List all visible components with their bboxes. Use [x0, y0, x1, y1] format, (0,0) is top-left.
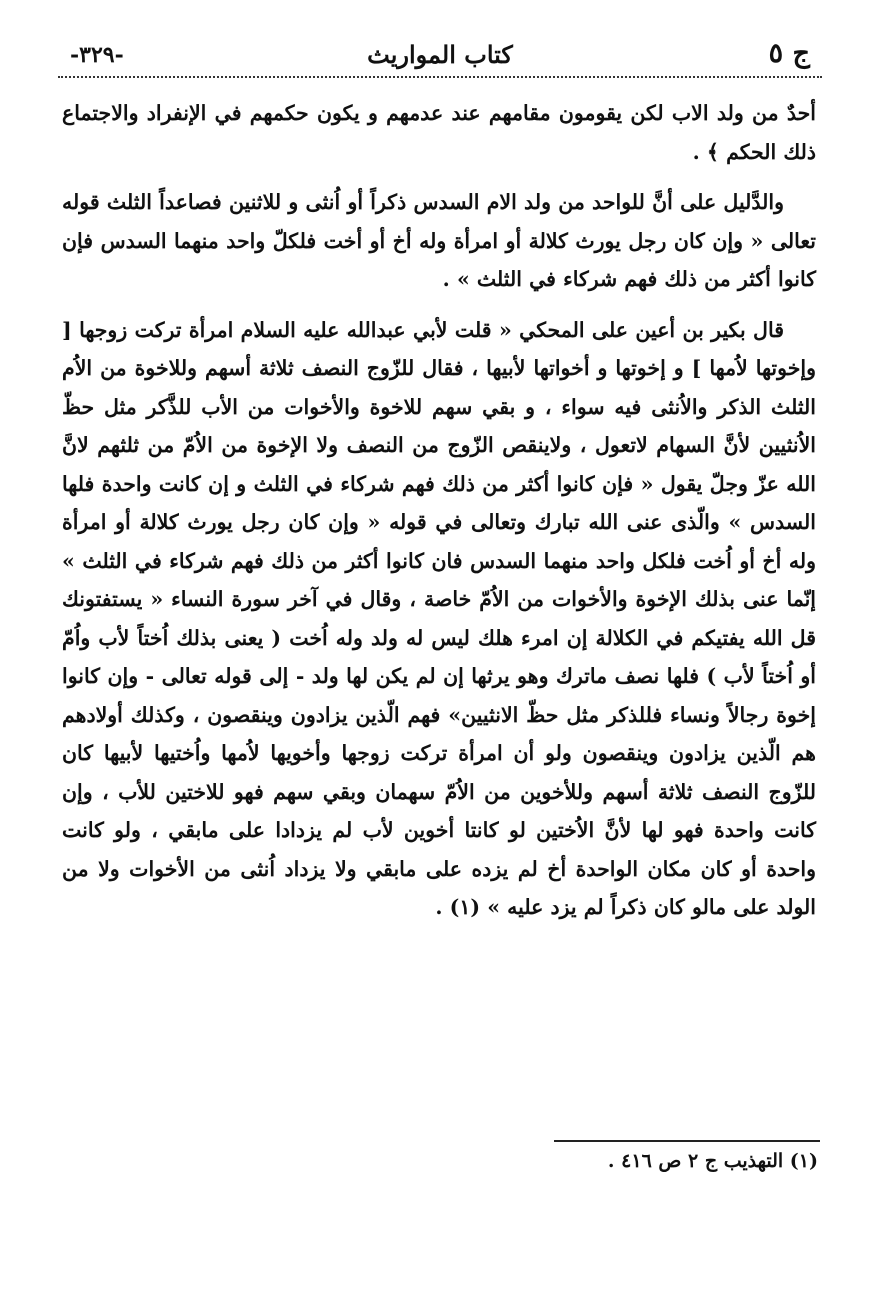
paragraph-evidence: والدَّليل على أنَّ للواحد من ولد الام السدس ذكراً أو اُنثى و للاثنين فصاعداً الثلث قوله تعالى « وإن كان رجل يورث كلالة أو امرأة وله أخ أو أخت فلكلّ واحد منهما السدس فإن كانوا أكثر من ذلك فهم شركاء في الثلث » . [62, 190, 816, 291]
paragraph-narration: قال بكير بن أعين على المحكي « قلت لأبي عبدالله عليه السلام امرأة تركت زوجها [ وإخوتها لاُمها ] و إخوتها و أخواتها لأبيها ، فقال للزّوج النصف ثلاثة أسهم وللاخوة من الاُم الثلث الذكر والاُنثى فيه سواء ، و بقي سهم للاخوة والأخوات من الأب للذَّكر مثل حظّ الاُنثيين لأنَّ السهام لاتعول ، ولاينقص الزّوج من النصف ولا الإخوة من الاُمّ من ثلثهم لانَّ الله عزّ وجلّ يقول « فإن كانوا أكثر من ذلك فهم شركاء في الثلث و إن كانت واحدة فلها السدس » والّذى عنى الله تبارك وتعالى في قوله « وإن كان رجل يورث كلالة أو امرأة وله أخ أو اُخت فلكل واحد منهما السدس فان كانوا أكثر من ذلك فهم شركاء في الثلث » إنّما عنى بذلك الإخوة والأخوات من الاُمّ خاصة ، وقال في آخر سورة النساء « يستفتونك قل الله يفتيكم في الكلالة إن امرء هلك ليس له ولد وله اُخت ( يعنى بذلك اُختاً لأب واُمّ أو اُختاً لأب ) فلها نصف ماترك وهو يرثها إن لم يكن لها ولد - إلى قوله تعالى - وإن كانوا إخوة رجالاً ونساء فللذكر مثل حظّ الانثيين» فهم الّذين يزادون وينقصون ، وكذلك أولادهم هم الّذين يزادون وينقصون ولو أن امرأة تركت زوجها وأخويها لاُمها واُختيها لأبيها كان للزّوج النصف ثلاثة أسهم وللأخوين من الاُمّ سهمان وبقي سهم فهو للاختين للأب ، وإن كانت واحدة فهو لها لأنَّ الاُختين لو كانتا أخوين لأب لم يزدادا على مابقي ، ولو كانت واحدة أو كان مكان الواحدة أخ لم يزده على مابقي ولا يزداد اُنثى من الأخوات ولا من الولد على مالو كان ذكراً لم يزد عليه » (١) . [62, 317, 816, 919]
chapter-title: كتاب المواريث [367, 40, 513, 69]
main-text [62, 94, 816, 939]
header-dotted-rule [58, 76, 822, 78]
page-number: -٣٢٩- [70, 42, 124, 68]
volume-label: ج ٥ [768, 38, 810, 69]
footnote: (١) التهذيب ج ٢ ص ٤١٦ . [607, 1150, 818, 1172]
paragraph-continuation: أحدٌ من ولد الاب لكن يقومون مقامهم عند عدمهم و يكون حكمهم في الإنفراد والاجتماع ذلك الحكم ﴾ . [62, 101, 816, 164]
running-header [70, 34, 810, 74]
footnote-rule [554, 1140, 820, 1142]
